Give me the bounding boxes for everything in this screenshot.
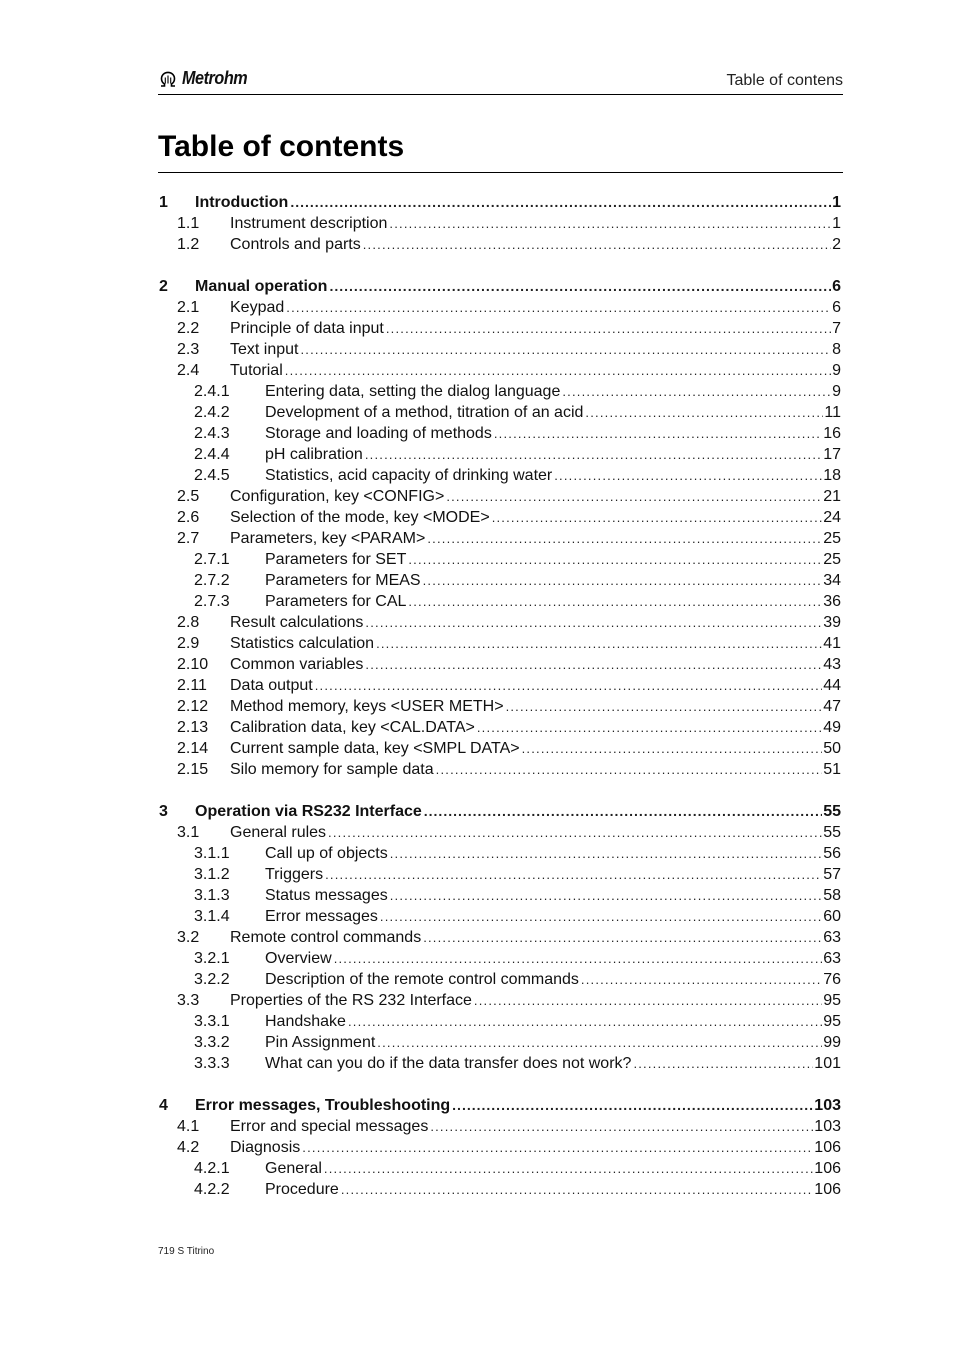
toc-title: General rules xyxy=(230,824,327,841)
toc-page-number: 6 xyxy=(832,299,841,316)
toc-dot-leader xyxy=(328,822,822,843)
toc-dot-leader xyxy=(477,717,822,738)
toc-title: Parameters for CAL xyxy=(265,593,407,610)
toc-section-entry[interactable] xyxy=(158,612,841,633)
toc-page-number: 16 xyxy=(823,425,841,442)
toc-dot-leader xyxy=(348,1011,822,1032)
toc-dot-leader xyxy=(363,234,831,255)
toc-dot-leader xyxy=(376,633,822,654)
toc-subsection-entry[interactable] xyxy=(158,591,841,612)
toc-number: 4.2 xyxy=(177,1139,200,1156)
toc-page-number: 106 xyxy=(814,1160,841,1177)
toc-dot-leader xyxy=(285,360,831,381)
toc-dot-leader xyxy=(633,1053,813,1074)
toc-number: 2.4.4 xyxy=(194,446,230,463)
toc-number: 3.1.1 xyxy=(194,845,230,862)
toc-title: Error messages, Troubleshooting xyxy=(195,1097,451,1114)
toc-number: 2.7 xyxy=(177,530,200,547)
toc-title: Development of a method, titration of an acid xyxy=(265,404,584,421)
toc-page-number: 2 xyxy=(832,236,841,253)
toc-title: What can you do if the data transfer does not work? xyxy=(265,1055,632,1072)
toc-number: 3.2.2 xyxy=(194,971,230,988)
toc-page-number: 25 xyxy=(823,551,841,568)
toc-dot-leader xyxy=(386,318,831,339)
toc-page-number: 103 xyxy=(814,1097,841,1114)
toc-subsection-entry[interactable] xyxy=(158,402,841,423)
toc-title: Result calculations xyxy=(230,614,364,631)
toc-section-entry[interactable] xyxy=(158,738,841,759)
toc-section-entry[interactable] xyxy=(158,990,841,1011)
toc-dot-leader xyxy=(424,801,822,822)
toc-section-entry[interactable] xyxy=(158,360,841,381)
toc-subsection-entry[interactable] xyxy=(158,1032,841,1053)
toc-section-entry[interactable] xyxy=(158,696,841,717)
toc-subsection-entry[interactable] xyxy=(158,969,841,990)
toc-dot-leader xyxy=(365,612,822,633)
toc-title: Calibration data, key <CAL.DATA> xyxy=(230,719,475,736)
toc-subsection-entry[interactable] xyxy=(158,885,841,906)
toc-page-number: 1 xyxy=(832,194,841,211)
toc-title: Controls and parts xyxy=(230,236,361,253)
page-footer: 719 S Titrino xyxy=(158,1246,215,1257)
toc-page-number: 7 xyxy=(832,320,841,337)
toc-page-number: 8 xyxy=(832,341,841,358)
toc-title: Status messages xyxy=(265,887,388,904)
toc-section-entry[interactable] xyxy=(158,318,841,339)
toc-number: 2.7.2 xyxy=(194,572,230,589)
toc-title: Statistics calculation xyxy=(230,635,375,652)
page-title: Table of contents xyxy=(158,130,405,163)
header-section-title: Table of contens xyxy=(726,72,843,89)
toc-title: Remote control commands xyxy=(230,929,422,946)
toc-page-number: 11 xyxy=(824,404,841,421)
toc-number: 3.3.1 xyxy=(194,1013,230,1030)
toc-page-number: 47 xyxy=(823,698,841,715)
toc-title: Introduction xyxy=(195,194,289,211)
toc-dot-leader xyxy=(286,297,831,318)
toc-section-entry[interactable] xyxy=(158,234,841,255)
toc-dot-leader xyxy=(324,1158,813,1179)
toc-number: 2.4.3 xyxy=(194,425,230,442)
toc-number: 2.9 xyxy=(177,635,200,652)
toc-number: 1 xyxy=(159,194,168,211)
toc-number: 3.1.2 xyxy=(194,866,230,883)
toc-section-entry[interactable] xyxy=(158,486,841,507)
toc-page-number: 36 xyxy=(823,593,841,610)
toc-title: Parameters for MEAS xyxy=(265,572,421,589)
toc-title: Call up of objects xyxy=(265,845,388,862)
toc-section-entry[interactable] xyxy=(158,507,841,528)
toc-page-number: 25 xyxy=(823,530,841,547)
toc-title: Common variables xyxy=(230,656,364,673)
toc-number: 3.1.3 xyxy=(194,887,230,904)
toc-page-number: 55 xyxy=(823,824,841,841)
toc-chapter-entry[interactable] xyxy=(158,192,841,213)
toc-title: Configuration, key <CONFIG> xyxy=(230,488,445,505)
toc-title: Text input xyxy=(230,341,299,358)
toc-title: pH calibration xyxy=(265,446,363,463)
toc-title: Statistics, acid capacity of drinking water xyxy=(265,467,553,484)
toc-dot-leader xyxy=(334,948,823,969)
toc-chapter-entry[interactable] xyxy=(158,801,841,822)
toc-section-entry[interactable] xyxy=(158,633,841,654)
toc-section-entry[interactable] xyxy=(158,1137,841,1158)
toc-number: 2.15 xyxy=(177,761,209,778)
toc-page-number: 6 xyxy=(832,278,841,295)
toc-dot-leader xyxy=(423,570,823,591)
metrohm-logo-icon xyxy=(158,69,178,89)
toc-subsection-entry[interactable] xyxy=(158,1011,841,1032)
toc-number: 2 xyxy=(159,278,168,295)
toc-title: Keypad xyxy=(230,299,285,316)
toc-page-number: 24 xyxy=(823,509,841,526)
toc-page-number: 60 xyxy=(823,908,841,925)
toc-title: Diagnosis xyxy=(230,1139,301,1156)
brand-logo xyxy=(158,68,255,89)
toc-title: Pin Assignment xyxy=(265,1034,376,1051)
toc-dot-leader xyxy=(325,864,822,885)
toc-page-number: 57 xyxy=(823,866,841,883)
toc-title: General xyxy=(265,1160,322,1177)
toc-number: 4 xyxy=(159,1097,168,1114)
toc-number: 2.8 xyxy=(177,614,200,631)
toc-dot-leader xyxy=(365,444,822,465)
toc-title: Tutorial xyxy=(230,362,283,379)
toc-title: Current sample data, key <SMPL DATA> xyxy=(230,740,520,757)
toc-subsection-entry[interactable] xyxy=(158,1053,841,1074)
toc-subsection-entry[interactable] xyxy=(158,465,841,486)
toc-page-number: 95 xyxy=(823,992,841,1009)
toc-number: 2.7.3 xyxy=(194,593,230,610)
toc-dot-leader xyxy=(581,969,822,990)
toc-title: Triggers xyxy=(265,866,324,883)
toc-dot-leader xyxy=(585,402,823,423)
toc-page-number: 18 xyxy=(823,467,841,484)
toc-page-number: 41 xyxy=(823,635,841,652)
toc-title: Manual operation xyxy=(195,278,328,295)
toc-dot-leader xyxy=(427,528,822,549)
toc-number: 3.1.4 xyxy=(194,908,230,925)
toc-dot-leader xyxy=(341,1179,813,1200)
toc-number: 2.3 xyxy=(177,341,200,358)
toc-dot-leader xyxy=(423,927,822,948)
toc-title: Error and special messages xyxy=(230,1118,429,1135)
toc-dot-leader xyxy=(380,906,822,927)
toc-subsection-entry[interactable] xyxy=(158,570,841,591)
toc-page-number: 17 xyxy=(823,446,841,463)
toc-page-number: 43 xyxy=(823,656,841,673)
toc-page-number: 58 xyxy=(823,887,841,904)
toc-section-entry[interactable] xyxy=(158,654,841,675)
toc-number: 4.2.2 xyxy=(194,1181,230,1198)
toc-page-number: 9 xyxy=(832,383,841,400)
toc-title: Operation via RS232 Interface xyxy=(195,803,422,820)
toc-number: 3 xyxy=(159,803,168,820)
toc-subsection-entry[interactable] xyxy=(158,1158,841,1179)
toc-section-entry[interactable] xyxy=(158,339,841,360)
toc-dot-leader xyxy=(446,486,822,507)
toc-number: 3.3 xyxy=(177,992,200,1009)
toc-page-number: 103 xyxy=(814,1118,841,1135)
toc-page-number: 76 xyxy=(823,971,841,988)
toc-section-entry[interactable] xyxy=(158,927,841,948)
toc-page-number: 49 xyxy=(823,719,841,736)
toc-title: Data output xyxy=(230,677,313,694)
toc-title: Properties of the RS 232 Interface xyxy=(230,992,472,1009)
toc-title: Parameters, key <PARAM> xyxy=(230,530,426,547)
toc-number: 2.12 xyxy=(177,698,209,715)
toc-subsection-entry[interactable] xyxy=(158,381,841,402)
toc-subsection-entry[interactable] xyxy=(158,423,841,444)
toc-chapter-entry[interactable] xyxy=(158,1095,841,1116)
toc-subsection-entry[interactable] xyxy=(158,549,841,570)
toc-page-number: 63 xyxy=(823,950,841,967)
toc-dot-leader xyxy=(290,192,831,213)
toc-page-number: 51 xyxy=(823,761,841,778)
toc-page-number: 106 xyxy=(814,1139,841,1156)
page-header xyxy=(158,62,843,95)
toc-dot-leader xyxy=(408,549,822,570)
toc-section-entry[interactable] xyxy=(158,717,841,738)
toc-dot-leader xyxy=(389,213,831,234)
toc-dot-leader xyxy=(365,654,822,675)
toc-title: Method memory, keys <USER METH> xyxy=(230,698,504,715)
toc-page-number: 56 xyxy=(823,845,841,862)
toc-page-number: 63 xyxy=(823,929,841,946)
toc-dot-leader xyxy=(329,276,831,297)
toc-number: 3.2 xyxy=(177,929,200,946)
toc-section-entry[interactable] xyxy=(158,213,841,234)
toc-number: 2.7.1 xyxy=(194,551,230,568)
toc-subsection-entry[interactable] xyxy=(158,843,841,864)
toc-subsection-entry[interactable] xyxy=(158,906,841,927)
toc-chapter-entry[interactable] xyxy=(158,276,841,297)
toc-section-entry[interactable] xyxy=(158,822,841,843)
toc-section-entry[interactable] xyxy=(158,297,841,318)
toc-page-number: 21 xyxy=(823,488,841,505)
toc-number: 3.2.1 xyxy=(194,950,230,967)
toc-page-number: 34 xyxy=(823,572,841,589)
toc-dot-leader xyxy=(408,591,822,612)
toc-dot-leader xyxy=(494,423,822,444)
toc-page-number: 101 xyxy=(814,1055,841,1072)
toc-dot-leader xyxy=(377,1032,822,1053)
toc-title: Overview xyxy=(265,950,332,967)
toc-number: 1.2 xyxy=(177,236,200,253)
toc-title: Handshake xyxy=(265,1013,346,1030)
toc-dot-leader xyxy=(474,990,822,1011)
toc-number: 2.5 xyxy=(177,488,200,505)
toc-number: 2.11 xyxy=(177,677,207,694)
toc-subsection-entry[interactable] xyxy=(158,948,841,969)
toc-dot-leader xyxy=(430,1116,813,1137)
toc-title: Principle of data input xyxy=(230,320,384,337)
toc-dot-leader xyxy=(522,738,823,759)
toc-number: 2.13 xyxy=(177,719,209,736)
toc-page-number: 99 xyxy=(823,1034,841,1051)
toc-dot-leader xyxy=(390,843,822,864)
toc-section-entry[interactable] xyxy=(158,675,841,696)
toc-dot-leader xyxy=(492,507,823,528)
toc-number: 3.1 xyxy=(177,824,200,841)
toc-dot-leader xyxy=(390,885,822,906)
toc-subsection-entry[interactable] xyxy=(158,444,841,465)
toc-title: Entering data, setting the dialog language xyxy=(265,383,561,400)
toc-number: 2.1 xyxy=(177,299,200,316)
toc-page-number: 55 xyxy=(823,803,841,820)
toc-number: 3.3.3 xyxy=(194,1055,230,1072)
toc-title: Silo memory for sample data xyxy=(230,761,434,778)
toc-page-number: 39 xyxy=(823,614,841,631)
toc-dot-leader xyxy=(506,696,823,717)
toc-dot-leader xyxy=(562,381,831,402)
toc-dot-leader xyxy=(315,675,822,696)
toc-number: 2.4 xyxy=(177,362,200,379)
toc-section-entry[interactable] xyxy=(158,528,841,549)
toc-page-number: 9 xyxy=(832,362,841,379)
toc-title: Procedure xyxy=(265,1181,339,1198)
toc-dot-leader xyxy=(554,465,822,486)
toc-dot-leader xyxy=(436,759,823,780)
toc-subsection-entry[interactable] xyxy=(158,864,841,885)
title-divider xyxy=(158,172,843,173)
toc-title: Error messages xyxy=(265,908,378,925)
toc-dot-leader xyxy=(300,339,831,360)
toc-section-entry[interactable] xyxy=(158,1116,841,1137)
toc-title: Storage and loading of methods xyxy=(265,425,492,442)
toc-title: Selection of the mode, key <MODE> xyxy=(230,509,490,526)
toc-number: 2.6 xyxy=(177,509,200,526)
toc-page-number: 1 xyxy=(832,215,841,232)
toc-number: 4.1 xyxy=(177,1118,200,1135)
toc-number: 3.3.2 xyxy=(194,1034,230,1051)
toc-dot-leader xyxy=(302,1137,813,1158)
toc-subsection-entry[interactable] xyxy=(158,1179,841,1200)
toc-page-number: 106 xyxy=(814,1181,841,1198)
toc-page-number: 44 xyxy=(823,677,841,694)
toc-number: 2.4.2 xyxy=(194,404,230,421)
toc-number: 1.1 xyxy=(177,215,200,232)
toc-number: 2.2 xyxy=(177,320,200,337)
toc-number: 2.4.1 xyxy=(194,383,230,400)
toc-page-number: 50 xyxy=(823,740,841,757)
toc-number: 2.10 xyxy=(177,656,209,673)
toc-number: 2.4.5 xyxy=(194,467,230,484)
toc-page-number: 95 xyxy=(823,1013,841,1030)
toc-number: 4.2.1 xyxy=(194,1160,230,1177)
table-of-contents xyxy=(158,192,841,1200)
toc-section-entry[interactable] xyxy=(158,759,841,780)
brand-name: Metrohm xyxy=(182,68,248,88)
toc-number: 2.14 xyxy=(177,740,209,757)
toc-title: Parameters for SET xyxy=(265,551,407,568)
toc-dot-leader xyxy=(452,1095,813,1116)
toc-title: Instrument description xyxy=(230,215,388,232)
toc-title: Description of the remote control commands xyxy=(265,971,579,988)
